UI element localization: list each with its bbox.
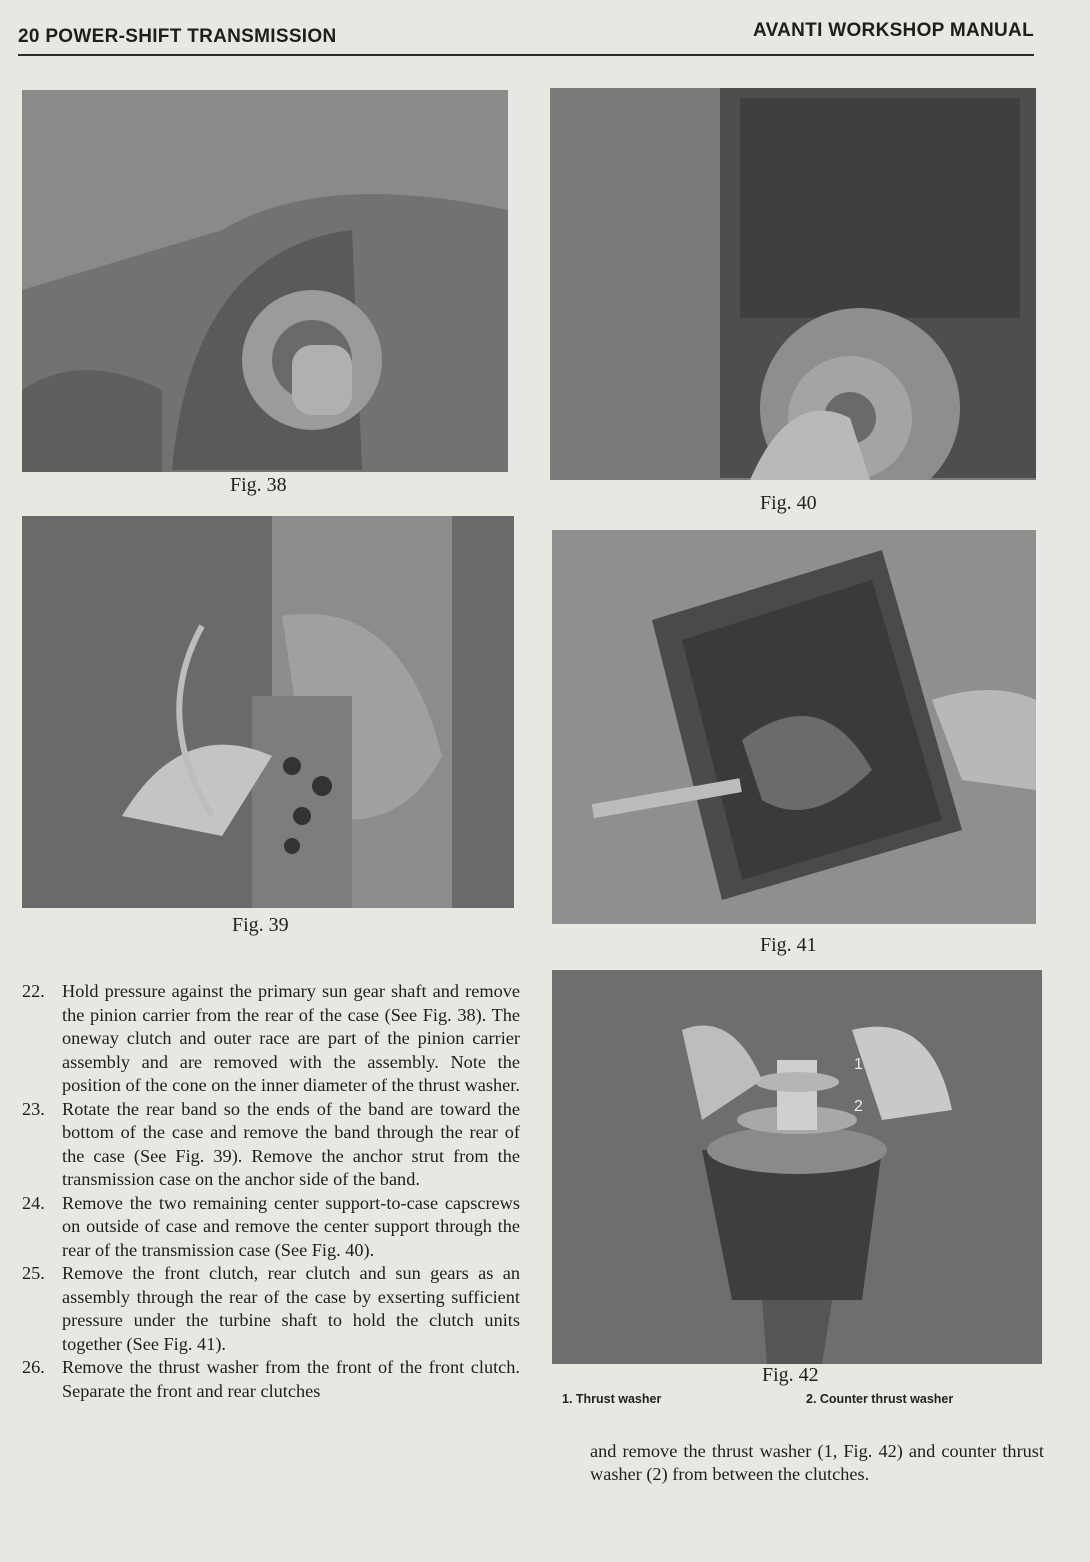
figure-42-legend-1: 1. Thrust washer — [562, 1392, 662, 1406]
figure-42-caption: Fig. 42 — [762, 1364, 819, 1386]
step-text: Remove the thrust washer from the front of the front clutch. Separate the front and rear clutches — [62, 1357, 520, 1401]
figure-38-caption: Fig. 38 — [230, 474, 287, 496]
step-22 — [22, 980, 520, 1098]
step-text: Remove the front clutch, rear clutch and sun gears as an assembly through the rear of the case by exserting sufficient pressure under the turbine shaft to hold the clutch units together (See Fig. 41). — [62, 1263, 520, 1354]
page-number: 20 — [18, 26, 40, 47]
figure-39-photo — [22, 516, 514, 908]
step-number: 22. — [22, 981, 45, 1001]
page-header — [18, 22, 1034, 56]
step-text: Remove the two remaining center support-to-case capscrews on outside of case and remove the center support through the rear of the transmission case (See Fig. 40). — [62, 1192, 520, 1260]
section-title: POWER-SHIFT TRANSMISSION — [45, 26, 337, 47]
callout-2: 2 — [854, 1098, 863, 1115]
figure-41-photo — [552, 530, 1036, 924]
figure-40-photo — [550, 88, 1036, 480]
procedure-steps — [22, 980, 520, 1403]
step-24 — [22, 1192, 520, 1263]
step-number: 24. — [22, 1192, 45, 1213]
figure-38-photo — [22, 90, 508, 472]
figure-41-caption: Fig. 41 — [760, 934, 817, 956]
figure-42-photo — [552, 970, 1042, 1364]
step-23 — [22, 1098, 520, 1192]
figure-40-caption: Fig. 40 — [760, 492, 817, 514]
step-26-continuation: and remove the thrust washer (1, Fig. 42) and counter thrust washer (2) from between the clutches. — [590, 1441, 1044, 1484]
figure-39-caption: Fig. 39 — [232, 914, 289, 936]
step-text: Rotate the rear band so the ends of the band are toward the bottom of the case and remove the band through the rear of the case (See Fig. 39). Remove the anchor strut from the transmission case on the anchor side of the band. — [62, 1098, 520, 1189]
step-text: Hold pressure against the primary sun gear shaft and remove the pinion carrier from the rear of the case (See Fig. 38). The oneway clutch and outer race are part of the pinion carrier assembly and are removed with the assembly. Note the position of the cone on the inner diameter of the thrust washer. — [62, 981, 520, 1095]
step-25 — [22, 1262, 520, 1356]
step-number: 26. — [22, 1357, 45, 1377]
step-number: 25. — [22, 1263, 45, 1283]
step-26 — [22, 1356, 520, 1403]
callout-1: 1 — [854, 1056, 863, 1073]
manual-title: AVANTI WORKSHOP MANUAL — [752, 20, 1034, 41]
figure-42-legend-2: 2. Counter thrust washer — [806, 1392, 954, 1406]
header-left — [18, 26, 336, 48]
step-number: 23. — [22, 1098, 45, 1119]
